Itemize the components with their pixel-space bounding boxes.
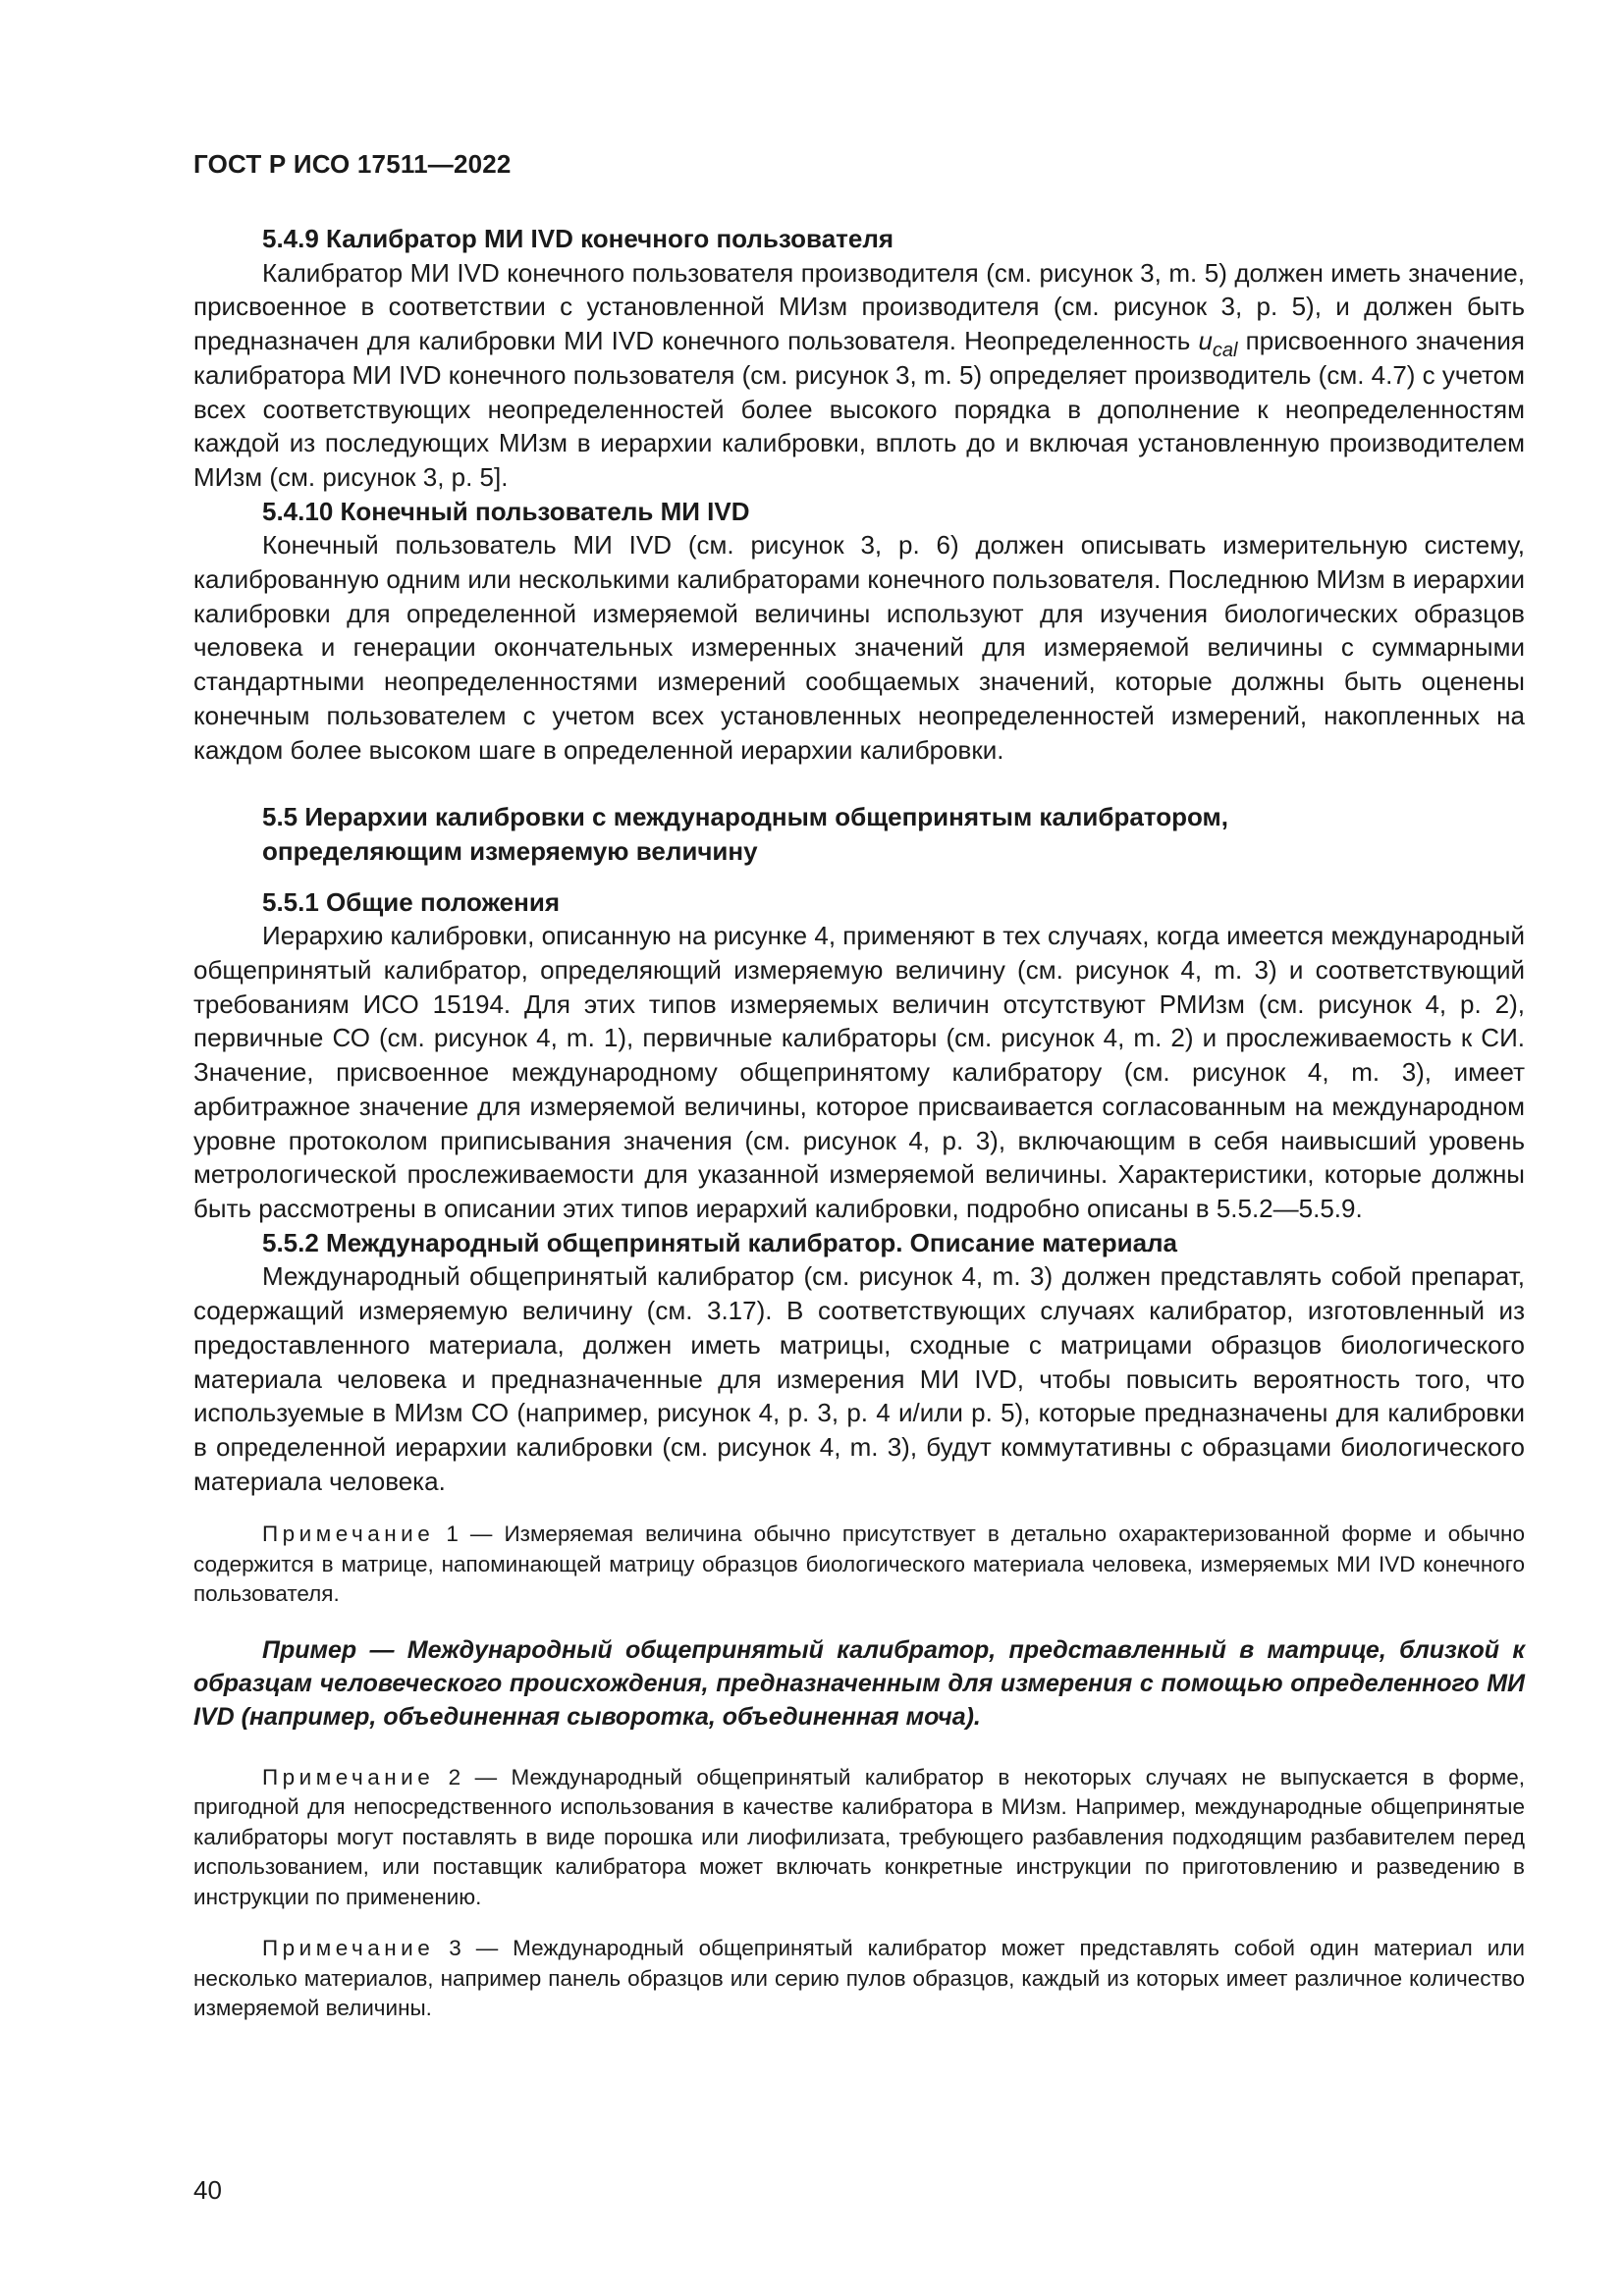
paragraph-5-4-9-part-a: Калибратор МИ IVD конечного пользователя производителя (см. рисунок 3, m. 5) должен иметь значение, присвоенное в соответствии с установленной МИзм производителя (см. рисунок 3, р. 5), и должен быть предназначен для калибровки МИ IVD конечного пользователя. Неопределенность [193, 257, 1525, 356]
u-cal-subscript: cal [1212, 340, 1238, 362]
note-3-label: 3 — [449, 1936, 499, 1961]
document-header: ГОСТ Р ИСО 17511—2022 [193, 149, 512, 179]
note-2-text: Международный общепринятый калибратор в некоторых случаях не выпускается в форме, пригодной для непосредственного использования в качестве калибратора в МИзм. Например, международные общепринятые калибраторы могут поставлять в виде порошка или лиофилизата, требующего разбавления подходящим разбавителем перед использованием, или поставщик калибратора может включать конкретные инструкции по приготовлению и разведению в инструкции по применению. [193, 1764, 1525, 1909]
example-text: Пример — Международный общепринятый калибратор, представленный в матрице, близкой к образцам человеческого происхождения, предназначенным для измерения с помощью определенного МИ IVD (например, объединенная сыворотка, объединенная моча). [193, 1635, 1525, 1731]
note-1 [193, 1520, 1525, 1610]
note-3-word: Примечание [262, 1936, 435, 1961]
paragraph-5-4-9 [193, 256, 1525, 495]
heading-5-4-9: 5.4.9 Калибратор МИ IVD конечного пользователя [262, 224, 894, 253]
heading-5-5-line1: 5.5 Иерархии калибровки с международным общепринятым калибратором, [262, 802, 1228, 832]
paragraph-5-5-1: Иерархию калибровки, описанную на рисунке 4, применяют в тех случаях, когда имеется международный общепринятый калибратор, определяющий измеряемую величину (см. рисунок 4, m. 3) и соответствующий требованиям ИСО 15194. Для этих типов измеряемых величин отсутствуют РМИзм (см. рисунок 4, р. 2), первичные СО (см. рисунок 4, m. 1), первичные калибраторы (см. рисунок 4, m. 2) и прослеживаемость к СИ. Значение, присвоенное международному общепринятому калибратору (см. рисунок 4, m. 3), имеет арбитражное значение для измеряемой величины, которое присваивается согласованным на международном уровне протоколом приписывания значения (см. рисунок 4, р. 3), включающим в себя наивысший уровень метрологической прослеживаемости для указанной измеряемой величины. Характеристики, которые должны быть рассмотрены в описании этих типов иерархий калибровки, подробно описаны в 5.5.2—5.5.9. [193, 921, 1525, 1223]
document-body [193, 222, 1525, 2024]
note-2-label: 2 — [448, 1764, 498, 1789]
note-1-label: 1 — [446, 1522, 493, 1547]
u-cal-symbol: u [1198, 326, 1213, 356]
heading-5-5-line2: определяющим измеряемую величину [262, 835, 758, 866]
paragraph-5-4-9-part-b: присвоенного значения калибратора МИ IVD конечного пользователя (см. рисунок 3, m. 5) определяет производитель (см. 4.7) с учетом всех соответствующих неопределенностей более высокого порядка в дополнение к неопределенностям каждой из последующих МИзм в иерархии калибровки, вплоть до и включая установленную производителем МИзм (см. рисунок 3, р. 5]. [193, 326, 1525, 492]
paragraph-5-5-2: Международный общепринятый калибратор (см. рисунок 4, m. 3) должен представлять собой препарат, содержащий измеряемую величину (см. 3.17). В соответствующих случаях калибратор, изготовленный из предоставленного материала, должен иметь матрицы, сходные с матрицами образцов биологического материала человека и предназначенные для измерения МИ IVD, чтобы повысить вероятность того, что используемые в МИзм СО (например, рисунок 4, р. 3, р. 4 и/или р. 5), которые предназначены для калибровки в определенной иерархии калибровки (см. рисунок 4, m. 3), будут коммутативны с образцами биологического материала человека. [193, 1261, 1525, 1496]
note-1-word: Примечание [262, 1522, 435, 1547]
paragraph-5-4-10: Конечный пользователь МИ IVD (см. рисунок 3, р. 6) должен описывать измерительную систему, калиброванную одним или несколькими калибраторами конечного пользователя. Последнюю МИзм в иерархии калибровки для определенной измеряемой величины используют для изучения биологических образцов человека и генерации окончательных измеренных значений для измеряемой величины с суммарными стандартными неопределенностями измерений сообщаемых значений, которые должны быть оценены конечным пользователем с учетом всех установленных неопределенностей измерений, накопленных на каждом более высоком шаге в определенной иерархии калибровки. [193, 530, 1525, 765]
heading-5-5-1: 5.5.1 Общие положения [262, 886, 560, 917]
heading-5-5-2: 5.5.2 Международный общепринятый калибратор. Описание материала [262, 1227, 1178, 1257]
page-number: 40 [193, 2175, 222, 2205]
note-2-word: Примечание [262, 1764, 435, 1789]
note-2 [193, 1763, 1525, 1913]
note-3-text: Международный общепринятый калибратор может представлять собой один материал или несколько материалов, например панель образцов или серию пулов образцов, каждый из которых имеет различное количество измеряемой величины. [193, 1936, 1525, 2021]
note-3 [193, 1934, 1525, 2024]
heading-5-4-10: 5.4.10 Конечный пользователь МИ IVD [262, 496, 750, 526]
note-1-text: Измеряемая величина обычно присутствует в детально охарактеризованной форме и обычно содержится в матрице, напоминающей матрицу образцов биологического материала человека, измеряемых МИ IVD конечного пользователя. [193, 1522, 1525, 1607]
